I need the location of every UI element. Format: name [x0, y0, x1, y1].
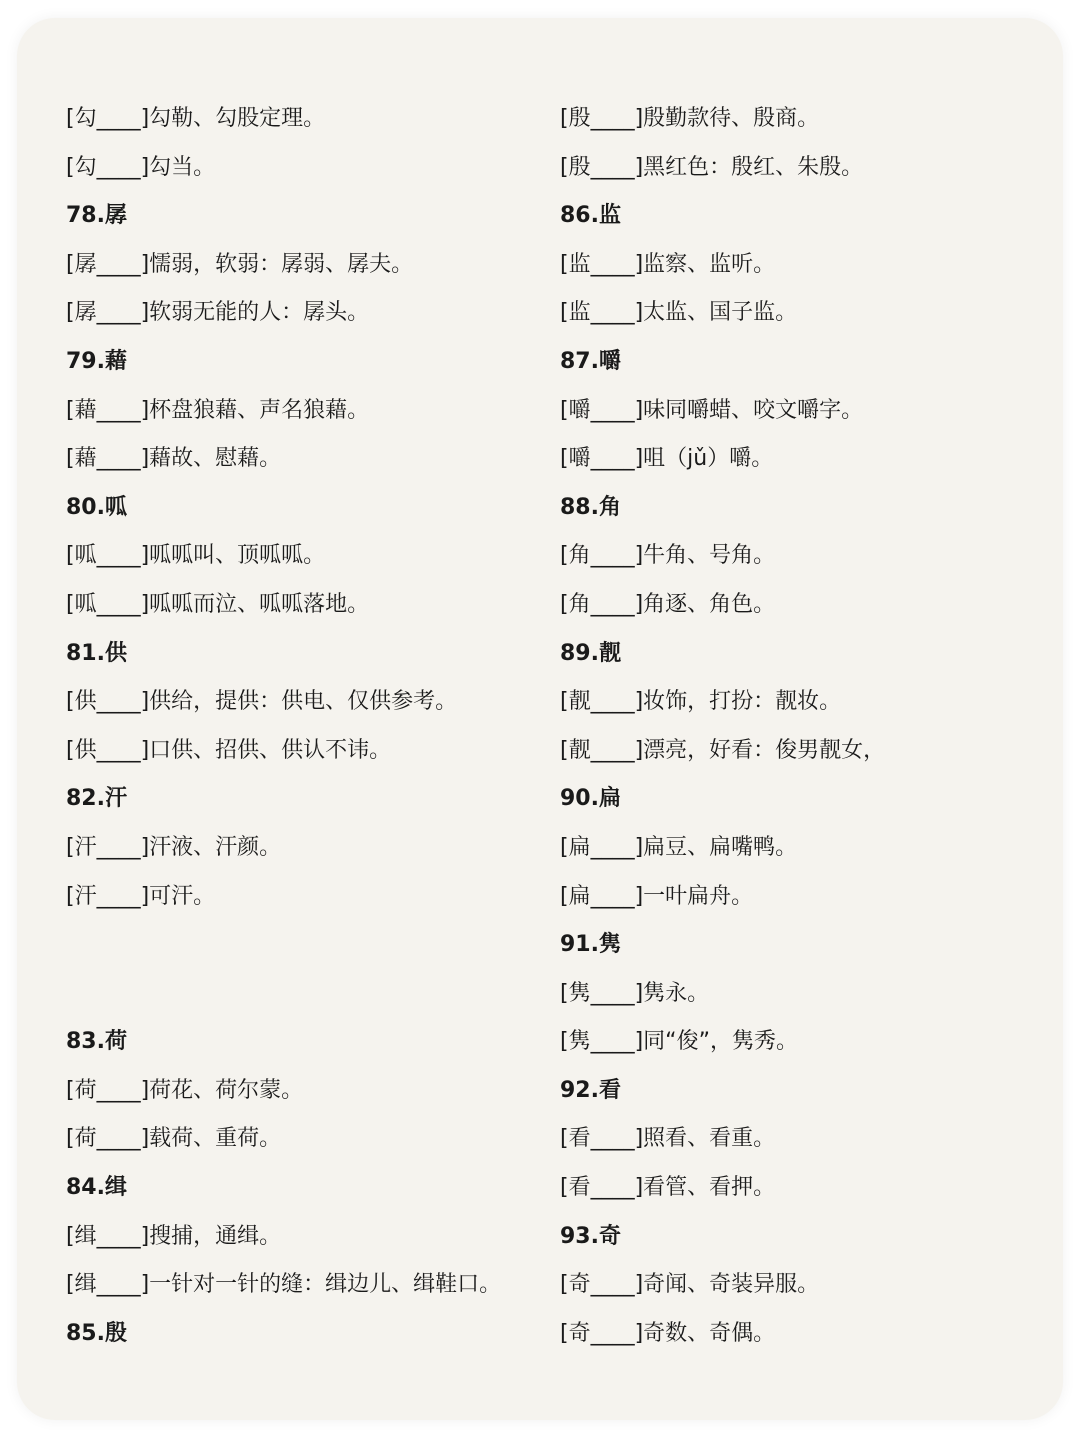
character-heading: 88.角	[560, 494, 621, 520]
pronunciation-entry: [荷____]载荷、重荷。	[66, 1126, 282, 1152]
pronunciation-entry: [供____]供给，提供：供电、仅供参考。	[66, 689, 458, 715]
pronunciation-entry: [监____]监察、监听。	[560, 251, 776, 277]
pronunciation-entry: [供____]口供、招供、供认不讳。	[66, 737, 392, 763]
character-heading: 86.监	[560, 203, 621, 229]
pronunciation-entry: [隽____]隽永。	[560, 980, 710, 1006]
character-heading: 80.呱	[66, 494, 127, 520]
pronunciation-entry: [孱____]懦弱，软弱：孱弱、孱夫。	[66, 251, 414, 277]
pronunciation-entry: [角____]角逐、角色。	[560, 591, 776, 617]
character-heading: 81.供	[66, 640, 127, 666]
character-heading: 84.缉	[66, 1175, 127, 1201]
pronunciation-entry: [奇____]奇闻、奇装异服。	[560, 1272, 820, 1298]
right-column	[560, 95, 1030, 1358]
character-heading: 78.孱	[66, 203, 127, 229]
character-heading: 85.殷	[66, 1320, 127, 1346]
character-heading: 82.汗	[66, 786, 127, 812]
left-column	[66, 95, 536, 1358]
pronunciation-entry: [勾____]勾当。	[66, 154, 216, 180]
pronunciation-entry: [看____]看管、看押。	[560, 1175, 776, 1201]
spacer	[66, 970, 536, 1019]
character-heading: 87.嚼	[560, 348, 621, 374]
pronunciation-entry: [靓____]妆饰，打扮：靓妆。	[560, 689, 842, 715]
character-heading: 93.奇	[560, 1223, 621, 1249]
character-heading: 83.荷	[66, 1029, 127, 1055]
pronunciation-entry: [奇____]奇数、奇偶。	[560, 1320, 776, 1346]
pronunciation-entry: [看____]照看、看重。	[560, 1126, 776, 1152]
pronunciation-entry: [汗____]可汗。	[66, 883, 216, 909]
pronunciation-entry: [殷____]黑红色：殷红、朱殷。	[560, 154, 864, 180]
pronunciation-entry: [角____]牛角、号角。	[560, 543, 776, 569]
character-heading: 91.隽	[560, 932, 621, 958]
pronunciation-entry: [殷____]殷勤款待、殷商。	[560, 106, 820, 131]
character-heading: 90.扁	[560, 786, 621, 812]
pronunciation-entry: [荷____]荷花、荷尔蒙。	[66, 1077, 304, 1103]
pronunciation-entry: [藉____]藉故、慰藉。	[66, 446, 282, 472]
pronunciation-entry: [勾____]勾勒、勾股定理。	[66, 106, 326, 131]
spacer	[66, 921, 536, 970]
pronunciation-entry: [汗____]汗液、汗颜。	[66, 834, 282, 860]
pronunciation-entry: [呱____]呱呱而泣、呱呱落地。	[66, 591, 370, 617]
pronunciation-entry: [藉____]杯盘狼藉、声名狼藉。	[66, 397, 370, 423]
pronunciation-entry: [扁____]扁豆、扁嘴鸭。	[560, 834, 798, 860]
pronunciation-entry: [嚼____]咀（jǔ）嚼。	[560, 446, 774, 472]
pronunciation-entry: [孱____]软弱无能的人：孱头。	[66, 300, 370, 326]
pronunciation-entry: [缉____]一针对一针的缝：缉边儿、缉鞋口。	[66, 1272, 502, 1298]
character-heading: 79.藉	[66, 348, 127, 374]
pronunciation-entry: [嚼____]味同嚼蜡、咬文嚼字。	[560, 397, 864, 423]
pronunciation-entry: [靓____]漂亮，好看：俊男靓女，	[560, 737, 886, 763]
character-heading: 89.靓	[560, 640, 621, 666]
character-heading: 92.看	[560, 1077, 621, 1103]
pronunciation-entry: [呱____]呱呱叫、顶呱呱。	[66, 543, 326, 569]
pronunciation-entry: [缉____]搜捕，通缉。	[66, 1223, 282, 1249]
pronunciation-entry: [扁____]一叶扁舟。	[560, 883, 754, 909]
pronunciation-entry: [隽____]同“俊”，隽秀。	[560, 1029, 798, 1055]
pronunciation-entry: [监____]太监、国子监。	[560, 300, 798, 326]
